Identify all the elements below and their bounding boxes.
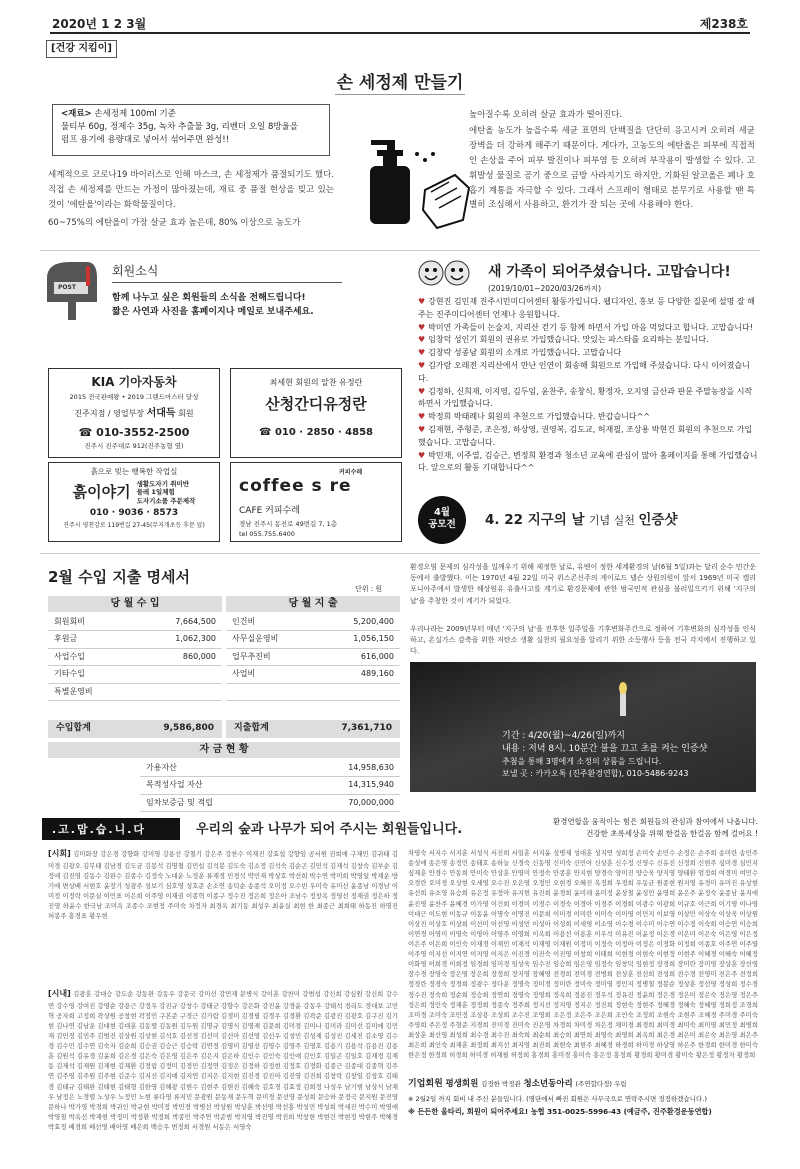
finance-row (48, 648, 222, 665)
finance-value (133, 683, 222, 700)
finance-row (226, 631, 400, 648)
finance-label: 업무추진비 (226, 648, 317, 665)
finance-row (140, 760, 400, 777)
welcome-list (418, 296, 758, 475)
group-label: [시내] (48, 989, 71, 998)
finance-label: 사무실운영비 (226, 631, 317, 648)
ingredients-line3: 펌프 용기에 용량대로 넣어서 섞어주면 완성!! (61, 135, 230, 146)
expense-table (226, 614, 400, 701)
hand-sanitizer-icon (365, 130, 465, 230)
cafe-ad (230, 462, 402, 542)
finance-value: 860,000 (133, 648, 222, 665)
org-desc2: (주연합다정) 우림 (575, 1080, 627, 1088)
header-rule (50, 32, 750, 34)
earth-day-title-bold: 인증샷 (638, 512, 678, 528)
right-donors: 차영숙 서지수 서지훈 서성식 서진희 서일훈 서지윤 성병제 성대훈 성지연 성희정 손미숙 손민수 손정은 손주희 송미란 송민주 송성애 송은영 송정민 송태호 송하늘 신경숙 신동명 신미숙 신민아 신상훈 신수정 신영수 신유진 신정희 신현주 심미경 심민지 심재훈 안경수 안동희 안미숙 안상훈 안영미 안정숙 안종훈 안지현 양경숙 양미진 양승욱 양지영 양태환 엄정희 여경미 여민수 오경란 오미경 오상현 오세영 오수진 오은영 오정민 오현경 오혜진 옥정희 우경희 우동균 원종현 원지영 유경미 유미진 유상현 유선희 유소영 유승희 유은정 유정아 유지현 유진희 윤경희 윤미래 윤미정 윤상철 윤성민 윤영희 윤은주 윤정숙 윤종남 윤지애 윤진영 윤찬주 윤혜경 이가영 이건희 이경미 이경수 이경숙 이경아 이경주 이경희 이광수 이광희 이규호 이근희 이기영 이나영 이대근 이도현 이동규 이동윤 이명숙 이명진 이문희 이미경 이미란 이미숙 이미영 이민지 이보영 이상민 이상숙 이상욱 이상원 이상진 이상호 이상희 이선미 이선영 이성민 이성아 이성희 이세영 이소영 이수경 이수미 이수연 이수정 이숙희 이승연 이승희 이연경 이영미 이영숙 이영아 이영주 이영희 이옥희 이용선 이용훈 이우석 이유진 이윤정 이은경 이은미 이은숙 이은영 이은정 이은주 이은희 이인숙 이재경 이재민 이재석 이재영 이재원 이정미 이정숙 이정아 이정은 이정화 이정희 이종호 이주연 이주열 이주영 이지선 이지연 이지영 이지은 이진경 이진숙 이진영 이창희 이태희 이현경 이현숙 이현정 이현주 이혜경 이혜숙 이혜정 이화영 이희경 이희정 임경희 임미경 임상욱 임수진 임승희 임은영 임정숙 임창덕 임현정 장경희 장미란 장미영 장상훈 장선영 장수경 장영숙 장은영 장은희 장정희 장지영 장혜영 전경희 전미경 전병희 전상훈 전선희 전성희 전수경 전영미 전은주 전정희 정경란 정경숙 정경희 정광수 정다운 정명숙 정미경 정미란 정미숙 정미영 정민지 정병철 정봉순 정상훈 정선영 정성희 정수경 정수진 정숙희 정순희 정승희 정연희 정영숙 정영희 정옥희 정용진 정우석 정유진 정윤희 정은경 정은미 정은숙 정은영 정은주 정은희 정인숙 정재훈 정정희 정종숙 정주희 정지선 정지영 정지은 정진희 정현숙 정현주 정혜경 정혜숙 정혜영 정희정 조경희 조미경 조미숙 조민정 조상용 조성희 조수진 조영희 조은정 조은주 조은희 조인숙 조정희 조현숙 조현주 조혜경 주미경 주미숙 주영희 주은정 주형준 지경희 진미경 진미숙 진은영 차경희 차미경 차은정 채미경 최경희 최미경 최미숙 최미영 최민정 최병희 최상훈 최선영 최성희 최수경 최수진 최숙희 최순희 최승희 최연희 최영숙 최영희 최옥희 최은경 최은미 최은숙 최은영 최은주 최은희 최인숙 최재훈 최정희 최지선 최지영 최진희 최현숙 최현주 최혜경 하경희 하미경 하상영 하은주 한경희 한미경 한미숙 한은정 한정희 허경희 허미경 허재필 허정희 홍경희 홍미경 홍미숙 홍은정 홍정희 황경희 황미경 황미숙 황은정 황정자 황정희 (408, 849, 758, 1060)
org-desc1: 김정한 박정관 (481, 1080, 521, 1088)
cafe-tel: tel 055.755.6400 (239, 530, 295, 539)
finance-row (226, 614, 400, 631)
clay-addr: 진주시 영천강로 119번길 27-45(무지개초등 후문 앞) (63, 521, 205, 529)
org-text1: 평생회원 (445, 1079, 479, 1089)
kia-name: 서대득 (146, 407, 176, 419)
campaign-draw: 추첨을 통해 3명에게 소정의 상품을 드립니다. (502, 757, 662, 767)
campaign-content: 내용 : 저녁 8시, 10분간 불을 끄고 초를 켜는 인증샷 (502, 744, 708, 755)
finance-value: 14,958,630 (290, 760, 400, 777)
finance-label: 후원금 (48, 631, 133, 648)
finance-value (317, 683, 400, 700)
mailbox-icon (42, 258, 102, 320)
income-total-row (48, 720, 222, 738)
article-para4: 에탄올 농도가 높을수록 세균 표면의 단백질을 단단히 응고시켜 오히려 세균 장벽을 더 강하게 해주기 때문이다. 게다가, 고농도의 에탄올은 피부에 직접적인 손상을 주어 피부 발진이나 피부염 등 오히려 부작용이 발생할 수 있다. 고 휘발성 물질로 공기 중으로 금방 사라지기도 하지만, 기화된 알코올은 폐나 호흡기 계통을 자극할 수 있다. 그래서 스프레이 형태로 분무기로 사용할 땐 특별히 조심해서 사용하고, 환기가 잘 되는 곳에 사용해야 한다. (469, 126, 755, 211)
article-para1: 세계적으로 코로나19 바이러스로 인해 마스크, 손 세정제가 품절되기도 했다. 직접 손 세정제를 만드는 가정이 많아졌는데, 재료 중 품절 현상을 빚고 있는 것이 '에탄올'이라는 화학물질이다. (48, 170, 334, 210)
donors-footnote1: ※ 2월2일 까지 회비 내 주신 분들입니다. (명단에서 빠진 회원은 사무국으로 연락주시면 정정하겠습니다.) (408, 1095, 707, 1103)
badge-line2: 공모전 (428, 519, 456, 531)
finance-value: 7,664,500 (133, 614, 222, 631)
finance-label: 기타수입 (48, 666, 133, 683)
kia-line2: 진주지점 / 영업부장 (74, 408, 145, 418)
finance-value: 14,315,940 (290, 777, 400, 794)
personal-donors (48, 848, 398, 988)
kia-line1: 2015 전국판매왕 • 2019 그랜드마스터 달성 (69, 392, 199, 401)
finance-row (226, 666, 400, 683)
earth-day-para2: 우리나라는 2009년부터 매년 '지구의 날'을 전후한 일주일을 기후변화주간으로 정하여 기후변화의 심각성을 인식하고, 온실가스 감축을 위한 저탄소 생활 실천의 필요성을 알리기 위한 소등행사 등을 전국 각지에서 진행하고 있다. (410, 625, 756, 656)
kia-ad (48, 368, 220, 458)
finance-label (226, 683, 317, 700)
finance-row (48, 631, 222, 648)
cafe-name: CAFE 커피수레 (239, 506, 300, 517)
assets-header: 자 금 현 황 (48, 742, 400, 758)
candle-icon (620, 692, 626, 716)
org-text2: 청소년동아리 (523, 1079, 573, 1089)
flame-icon (619, 682, 627, 694)
members-news-rule (112, 282, 342, 283)
section-tag: [건강 지킴이] (46, 40, 117, 58)
earth-day-title-prefix: 4. 22 지구의 날 (485, 512, 585, 528)
eggs-name: 산청간디유정란 (265, 395, 367, 414)
kia-addr: 진주시 진주대로 912(진주농협 옆) (84, 442, 184, 451)
finance-row (140, 794, 400, 811)
clay-phone: 010 · 9036 · 8573 (89, 507, 179, 518)
eggs-phone: ☎ 010 · 2850 · 4858 (259, 426, 373, 438)
finance-value (133, 666, 222, 683)
expense-total-row (226, 720, 400, 738)
section-divider (40, 250, 760, 251)
assets-table (140, 760, 400, 812)
welcome-item: ♥ 박미연 가족들이 논술지, 지리산 걷기 등 함께 하면서 가입 마음 먹었다고 합니다. 고맙습니다! (418, 322, 758, 335)
income-total-label: 수입합계 (56, 723, 91, 734)
finance-value: 616,000 (317, 648, 400, 665)
ingredients-box (52, 104, 330, 156)
welcome-period: (2019/10/01~2020/03/26까지) (488, 284, 602, 293)
ingredients-label: <재료> (61, 109, 92, 119)
org-members (408, 1078, 758, 1092)
group-donors (48, 988, 398, 1138)
ingredients-line2: 물티부 60g, 정제수 35g, 녹차 추출물 3g, 리벤더 오일 8방울을 (61, 122, 299, 133)
members-news-title: 회원소식 (112, 264, 159, 278)
finance-row (140, 777, 400, 794)
welcome-item: ♥ 임창덕 성인기 회원의 권유로 가입했습니다. 맛있는 파스타를 요리하는 분입니다. (418, 334, 758, 347)
article-title: 손 세정제 만들기 (336, 73, 464, 93)
expense-header: 당 월 지 출 (226, 596, 400, 612)
income-header: 당 월 수 입 (48, 596, 222, 612)
cafe-addr: 경남 진주시 동진로 49번길 7, 1층 (239, 520, 338, 529)
issue-number: 제238호 (699, 17, 748, 31)
mailbox-label: POST (58, 284, 76, 291)
contest-badge (418, 496, 466, 544)
finance-label: 회원회비 (48, 614, 133, 631)
welcome-item: ♥ 김창락 성종남 회원의 소개로 가입했습니다. 고맙습니다 (418, 347, 758, 360)
group-names: 김광훈 강대승 강도순 강동완 강동우 강문국 강미선 강민재 문병식 강이훈 강찬미 강범섭 강신희 강심원 강신희 강수연 강수영 강여진 강영순 강용근 강정우 강진규 강창수 강태군 강향수 강은화 강진윤 강경윤 강동우 강태석 경리도 경대보 고민혁 공자희 고정희 곽상원 공창현 곽정민 구본준 구경근 김가람 김경미 김경필 김경우 김경환 김곽준 김광진 김광호 김구진 김기현 김나연 김남운 김대현 김대훈 김동렬 김동원 김두원 김명규 김명식 김명재 김문희 김미경 김미나 김미라 김미선 김미애 김민재 김민정 김민주 김범진 김상원 김상현 김석호 김선경 김선미 김선아 김선영 김선우 김성민 김성제 김성진 김세진 김소영 김수경 김수민 김수연 김숙자 김순희 김승권 김승근 김승락 김연정 김영미 김영선 김영수 김영주 김영호 김용기 김용석 김용진 김용훈 김원석 김유경 김윤희 김은경 김은숙 김은영 김은주 김은지 김은하 김인수 김인숙 김인애 김인호 김일곤 김일호 김재경 김재동 김재석 김재원 김재현 김재환 김정림 김정미 김정민 김정연 김정은 김정하 김정현 김정호 김정화 김종근 김종대 김종혁 김주연 김주영 김주원 김주현 김준수 김지선 김지애 김지연 김지은 김지현 김진경 김진아 김진영 김진희 김창락 김창일 김창호 김태경 김태규 김태완 김태현 김태형 김한영 김해광 김현수 김현주 김현진 김혜숙 김호경 김효정 김희정 나성우 남기범 남상식 남재우 남정은 노경렬 노상우 노정민 노현 류다영 류지민 문광원 문동재 문두혁 문미경 문선영 문성희 문승하 문정국 문지원 문진영 문하나 박가영 박경희 박귀인 박규현 박미정 박민경 박병선 박상원 박상훈 박선영 박선홍 박성민 박성희 박세진 박수미 박영애 박영철 박옥선 박재현 박정미 박정환 박정희 박종민 박주연 박준범 박지영 박진영 박진희 박창현 박현건 박현정 박현주 박혜경 박효정 배경희 배선영 배아영 배은희 백승우 변정희 서경원 서동은 서영숙 (48, 990, 398, 1131)
campaign-period: 기간 : 4/20(월)~4/26(일)까지 (502, 731, 625, 741)
finance-value: 1,062,300 (133, 631, 222, 648)
finance-row (226, 683, 400, 700)
finance-label: 가용자산 (140, 760, 290, 777)
cafe-logo-text2: s re (311, 476, 352, 496)
finance-value: 5,200,400 (317, 614, 400, 631)
welcome-item: ♥ 김가람 오래전 지리산에서 만난 인연이 회송해 회원으로 가입해 주셨습니다. 다시 이어졌습니다. (418, 360, 758, 386)
smiley-faces-icon (418, 258, 470, 288)
expense-total: 7,361,710 (341, 723, 392, 734)
finance-unit: 단위 : 원 (355, 585, 383, 593)
finance-label: 특별운영비 (48, 683, 133, 700)
ingredients-line1: 손세정제 100ml 기준 (94, 109, 176, 119)
earth-day-title (485, 510, 678, 531)
eggs-ad (230, 368, 402, 458)
article-para3: 높아질수록 오히려 살균 효과가 떨어진다. (469, 110, 623, 120)
finance-row (226, 648, 400, 665)
finance-label: 사업수입 (48, 648, 133, 665)
title-underline (335, 94, 465, 95)
personal-names: 김미화장 강은경 강향화 강미영 강용선 강철기 강은주 강찬수 이재진 강효섭 강향임 공서원 권희애 구재민 김귀태 김미경 김광오 김무태 김남경 김도균 김봉석 김명철 김민섭 김석봉 김도숙 김소정 김석숙 김순곤 김민석 김재석 김창숙 김부순 김정애 김진영 김동수 김판수 김종수 김정숙 노대운 노정운 류재경 민경석 박민재 박상호 박선희 박수연 박미희 박영일 박재운 방기애 변상배 서현호 윤장기 성광주 성보기 심호영 성호준 손소연 송덕순 송종석 오미정 오수빈 우미숙 유미선 윤종남 이경남 이미정 이정락 이문실 이민표 이은희 이주영 이재권 이종혁 이종구 정수진 정은희 정은아 조남수 정창옥 정영선 정재권 정은하 정진영 하윤수 한국남 조미옥 조종수 조현정 주미숙 차정자 최경옥 최기동 최성우 최윤실 최현 한 최종근 최희태 하동진 하명진 허봉주 홍경표 황우현 (48, 850, 398, 921)
donors-footnote2: ※ 든든한 울타리, 회원이 되어주세요! 농협 351-0025-5996-43 (예금주, 진주환경운동연합) (408, 1107, 712, 1116)
clay-desc2: 물레 1일체험 (136, 488, 175, 497)
issue-date: 2020년 1 2 3월 (52, 17, 147, 31)
mid-divider (40, 553, 760, 554)
eggs-intro: 최세현 회원의 알찬 유정란 (269, 378, 363, 387)
donors-headline: 우리의 숲과 나무가 되어 주시는 회원들입니다. (196, 822, 463, 837)
clay-ad (48, 462, 220, 542)
finance-row (48, 614, 222, 631)
candle-photo (410, 662, 756, 792)
clay-name: 흙이야기 (72, 482, 131, 501)
welcome-item: ♥ 김재현, 주형준, 조은정, 하상영, 권영복, 김도교, 허재필, 조상용 박현건 회원의 추천으로 가입했습니다. 고맙습니다. (418, 424, 758, 450)
income-table (48, 614, 222, 701)
finance-value: 489,160 (317, 666, 400, 683)
clay-slogan: 흙으로 빚는 행복한 작업실 (90, 467, 178, 476)
earth-day-para1: 환경오염 문제의 심각성을 일깨우기 위해 제정한 날로, 유엔이 정한 세계환경의 날(6월 5일)과는 달리 순수 민간운동에서 출발했다. 이는 1970년 4월 22일 미국 위스콘신주의 게이로드 넬슨 상원의원이 앞서 1969년 미국 캘리포니아주에서 발생한 해상원유 유출사고를 계기로 환경문제에 관한 범국민적 관심을 불러일으키기 위해 '지구의 날'을 주창한 것이 계기가 되었다. (410, 563, 756, 605)
members-news-line1: 함께 나누고 싶은 회원들의 소식을 전해드립니다! (112, 293, 306, 303)
finance-label: 임차보증금 및 적립 (140, 794, 290, 811)
welcome-item: ♥ 김정하, 신희재, 이지영, 김두임, 윤찬주, 송창식, 황정자, 오지영 금산과 판문 주말농장을 시작하면서 가입했습니다. (418, 386, 758, 412)
finance-title: 2월 수입 지출 명세서 (48, 568, 191, 586)
finance-value: 1,056,150 (317, 631, 400, 648)
clay-desc1: 생활도자기 취미반 (136, 479, 190, 488)
cafe-logo (239, 473, 401, 499)
badge-line1: 4월 (434, 507, 450, 518)
welcome-item: ♥ 강현진 김민재 진주시민미디어센터 활동가입니다. 웹디자인, 홍보 등 다양한 질문에 설명 잘 해주는 진주미디어센터 언제나 응원합니다. (418, 296, 758, 322)
cafe-logo-text: coffee (239, 476, 305, 496)
donors-note2: 건강한 초록세상을 위해 한걸음 한걸음 함께 걸어요 ! (586, 829, 758, 838)
income-total: 9,586,800 (163, 723, 214, 734)
article-para2: 60~75%의 에탄올이 가장 살균 효과 높은데, 80% 이상으로 농도가 (48, 218, 301, 228)
expense-total-label: 지출합계 (234, 723, 269, 734)
donors-note1: 환경연합을 움직이는 힘은 회원들의 관심과 참여에서 나옵니다. (552, 817, 758, 826)
cafe-small: 커피수레 (339, 469, 363, 476)
welcome-title: 새 가족이 되어주셨습니다. 고맙습니다! (488, 264, 731, 280)
personal-label: [시회] (48, 849, 71, 858)
clay-desc3: 도자기소품 주문제작 (136, 496, 196, 505)
thanks-ribbon: .고.맙.습.니.다 (42, 818, 180, 840)
kia-suffix: 회원 (178, 408, 194, 418)
finance-value: 70,000,000 (290, 794, 400, 811)
finance-label: 인건비 (226, 614, 317, 631)
earth-day-title-suffix: 기념 실천 (588, 514, 639, 527)
kia-phone: ☎ 010-3552-2500 (78, 426, 190, 440)
finance-label: 사업비 (226, 666, 317, 683)
kia-brand: KIA 기아자동차 (91, 375, 177, 389)
org-label: 기업회원 (408, 1079, 443, 1089)
welcome-item: ♥ 박정희 박태례나 회원의 추천으로 가입했습니다. 반갑습니다^^ (418, 411, 758, 424)
campaign-send: 보낼 곳 : 카카오톡 (진주환경연합), 010-5486-9243 (502, 768, 689, 778)
finance-label: 목적성사업 자산 (140, 777, 290, 794)
finance-row (48, 683, 222, 700)
finance-row (48, 666, 222, 683)
welcome-item: ♥ 박민재, 이주열, 김승근, 변정희 환경과 청소년 교육에 관심이 많아 홈페이지를 통해 가입했습니다. 앞으로의 활동 기대합니다^^ (418, 450, 758, 476)
members-news-line2: 짧은 사연과 사진을 홈페이지나 메일로 보내주세요. (112, 307, 314, 317)
